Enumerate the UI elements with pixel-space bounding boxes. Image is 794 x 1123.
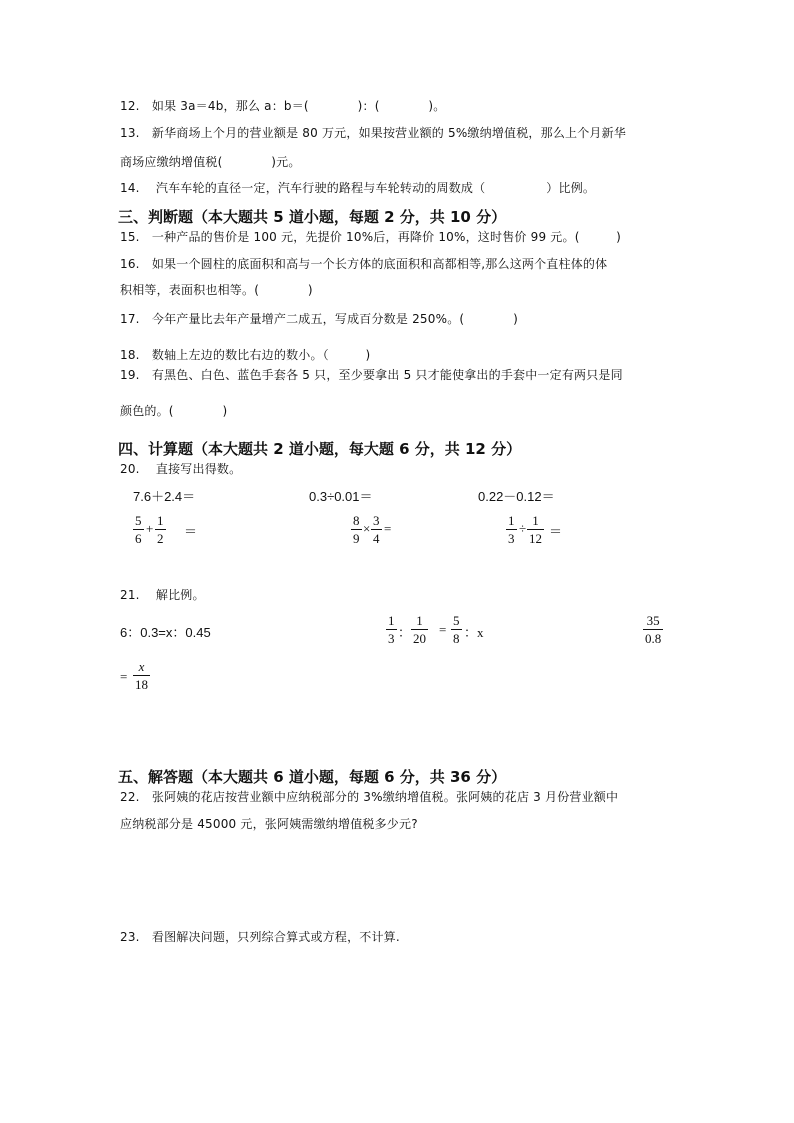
question-13-line1: 13. 新华商场上个月的营业额是 80 万元，如果按营业额的 5%缴纳增值税，那么上个月新华 [120,126,627,140]
denominator: 3 [508,531,515,546]
denominator: 2 [157,531,164,546]
numerator: 1 [157,513,164,528]
divide-operator: ÷ [519,521,527,536]
question-15: 15. 一种产品的售价是 100 元，先提价 10%后，再降价 10%，这时售价 99 元。( ) [120,230,622,244]
denominator: 18 [135,677,148,692]
equals-sign: = [439,622,447,637]
question-17: 17. 今年产量比去年产量增产二成五，写成百分数是 250%。( ) [120,312,518,326]
denominator: 4 [373,531,380,546]
numerator: 5 [453,613,460,628]
plus-operator: + [146,521,154,536]
denominator: 0.8 [645,631,662,646]
section-3-title: 三、判断题（本大题共 5 道小题，每题 2 分，共 10 分） [118,208,507,226]
fraction-bar [155,529,166,530]
question-20: 20. 直接写出得数。 [120,462,242,476]
fraction-bar [386,629,397,630]
question-21: 21. 解比例。 [120,588,205,602]
fraction-35-0.8 [643,613,663,646]
fraction-bar [527,529,544,530]
fraction-bar [351,529,362,530]
question-19-line1: 19. 有黑色、白色、蓝色手套各 5 只，至少要拿出 5 只才能使拿出的手套中一定有两只是同 [120,368,623,382]
question-18: 18. 数轴上左边的数比右边的数小。（ ) [120,348,371,362]
question-22-line1: 22. 张阿姨的花店按营业额中应纳税部分的 3%缴纳增值税。张阿姨的花店 3 月份营业额中 [120,790,619,804]
fraction-bar [411,629,428,630]
question-14: 14. 汽车车轮的直径一定，汽车行驶的路程与车轮转动的周数成（ ）比例。 [120,181,596,195]
section-5-title: 五、解答题（本大题共 6 道小题，每题 6 分，共 36 分） [118,768,507,786]
numerator: 35 [646,613,660,628]
fraction-1-3 [506,513,517,546]
calc-3: 0.22－0.12＝ [478,489,555,504]
denominator: 6 [135,531,142,546]
fraction-1-12 [527,513,544,546]
proportion-1: 6：0.3=x：0.45 [120,625,211,640]
fraction-3-4 [371,513,382,546]
fraction-bar [643,629,663,630]
fraction-bar [451,629,462,630]
denominator: 20 [413,631,426,646]
numerator: 8 [353,513,360,528]
section-4-title: 四、计算题（本大题共 2 道小题，每大题 6 分，共 12 分） [118,440,522,458]
fraction-5-8 [451,613,462,646]
equals-sign: = [384,521,392,536]
ratio-colon: ： [398,625,412,640]
numerator: 3 [373,513,380,528]
equals-sign: ＝ [549,524,563,539]
numerator: x [138,659,145,674]
denominator: 12 [529,531,542,546]
numerator: 5 [135,513,142,528]
calc-1: 7.6＋2.4＝ [133,489,196,504]
fraction-x-18 [133,659,150,692]
question-13-line2: 商场应缴纳增值税( )元。 [120,155,301,169]
times-operator: × [363,521,371,536]
fraction-1-20 [411,613,428,646]
question-19-line2: 颜色的。( ) [120,404,228,418]
numerator: 1 [388,613,395,628]
question-23: 23. 看图解决问题，只列综合算式或方程，不计算. [120,930,400,944]
fraction-1-3-prop [386,613,397,646]
equals-sign: = [120,669,128,684]
fraction-bar [133,675,150,676]
numerator: 1 [532,513,539,528]
denominator: 8 [453,631,460,646]
question-12: 12. 如果 3a＝4b，那么 a：b＝( )：( )。 [120,99,446,113]
calc-2: 0.3÷0.01＝ [309,489,373,504]
numerator: 1 [508,513,515,528]
fraction-bar [133,529,144,530]
numerator: 1 [416,613,423,628]
ratio-tail: ：x [464,625,484,640]
equals-sign: ＝ [184,524,198,539]
question-16-line2: 积相等，表面积也相等。( ) [120,283,313,297]
fraction-1-2 [155,513,166,546]
fraction-bar [506,529,517,530]
question-22-line2: 应纳税部分是 45000 元，张阿姨需缴纳增值税多少元? [120,817,418,831]
fraction-5-6 [133,513,144,546]
fraction-bar [371,529,382,530]
denominator: 9 [353,531,360,546]
denominator: 3 [388,631,395,646]
fraction-8-9 [351,513,362,546]
question-16-line1: 16. 如果一个圆柱的底面积和高与一个长方体的底面积和高都相等,那么这两个直柱体的体 [120,257,608,271]
